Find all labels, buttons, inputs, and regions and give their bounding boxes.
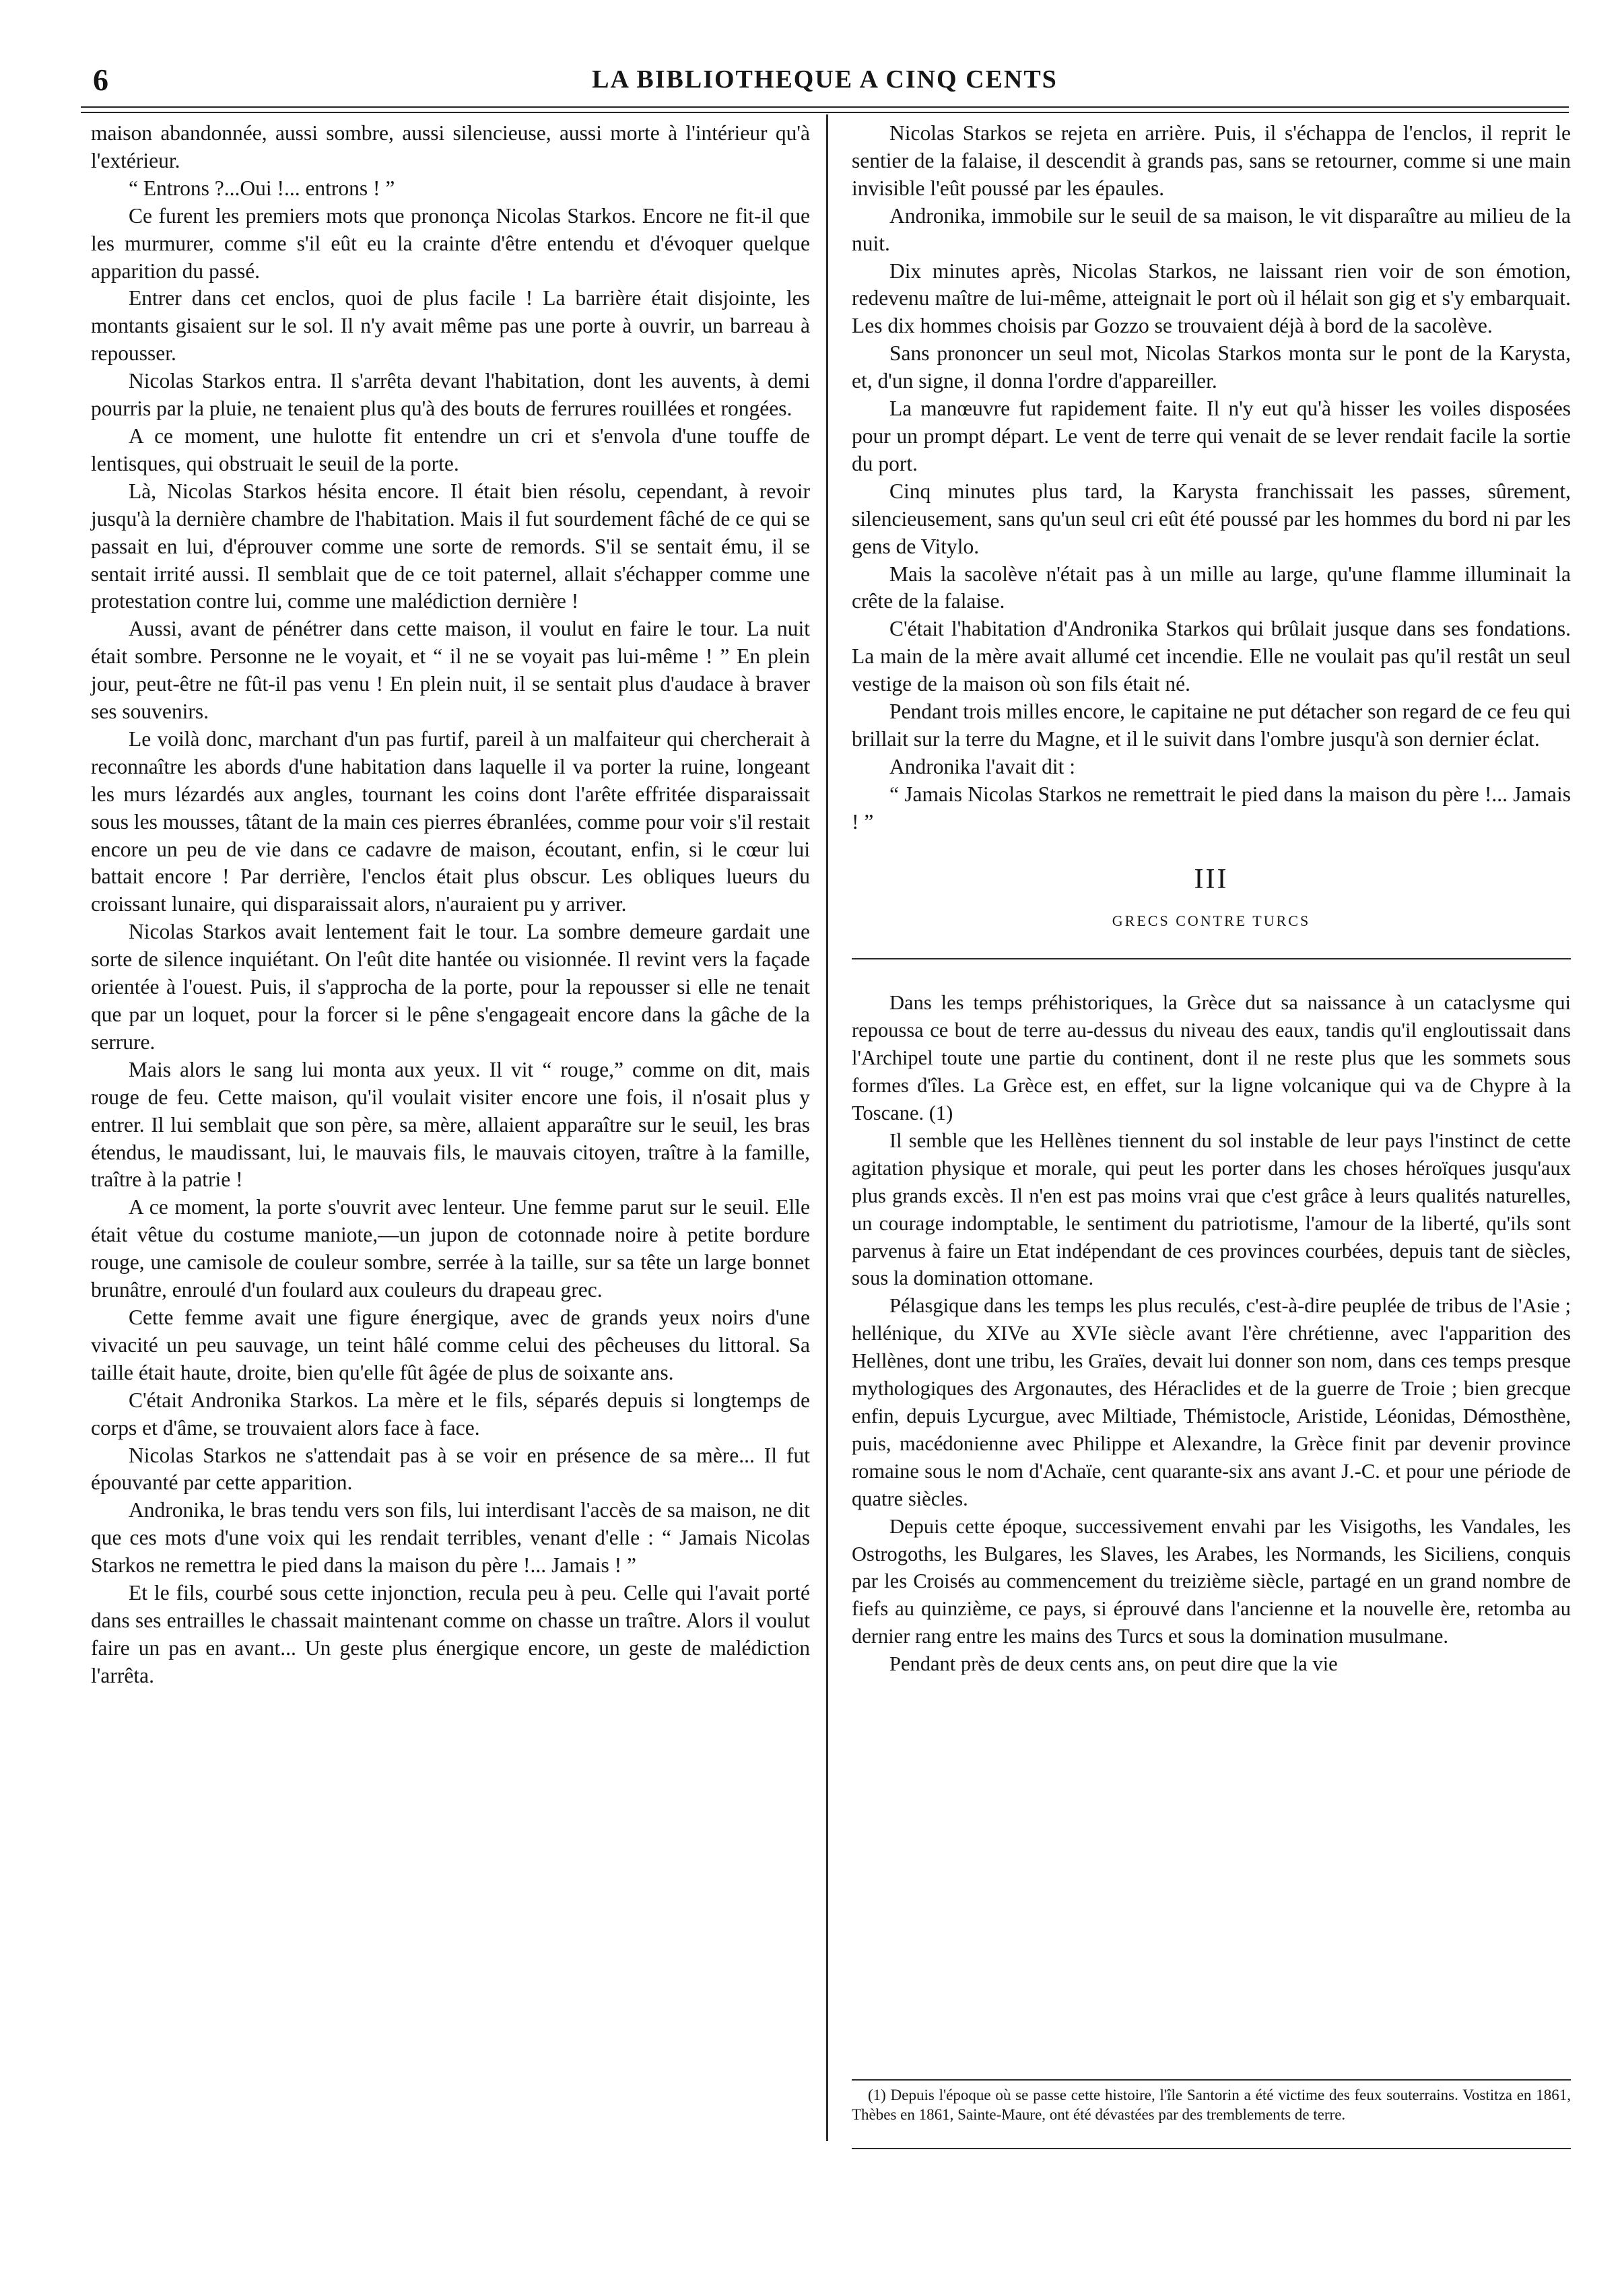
paragraph: “ Entrons ?...Oui !... entrons ! ” [129, 176, 395, 200]
column-divider [826, 114, 828, 2141]
chapter-number: III [1194, 863, 1229, 895]
paragraph: Nicolas Starkos se rejeta en arrière. Puis, il s'échappa de l'enclos, il reprit le sentier de la falaise, il descendit à grands pas, sans se retourner, comme si une main invisible l'eût poussé par les épaules. [852, 121, 1571, 200]
paragraph: Cinq minutes plus tard, la Karysta franchissait les passes, sûrement, silencieusement, sans qu'un seul cri eût été poussé par les hommes du bord ni par les gens de Vitylo. [852, 479, 1571, 558]
page-header [81, 62, 1569, 96]
paragraph: “ Jamais Nicolas Starkos ne remettrait le pied dans la maison du père !... Jamais ! ” [852, 782, 1571, 834]
paragraph: maison abandonnée, aussi sombre, aussi silencieuse, aussi morte à l'intérieur qu'à l'extérieur. [91, 121, 810, 172]
paragraph: Mais la sacolève n'était pas à un mille au large, qu'une flamme illuminait la crête de la falaise. [852, 562, 1571, 613]
chapter-rule [852, 958, 1571, 959]
paragraph: Sans prononcer un seul mot, Nicolas Starkos monta sur le pont de la Karysta, et, d'un signe, il donna l'ordre d'appareiller. [852, 341, 1571, 393]
paragraph: Dix minutes après, Nicolas Starkos, ne laissant rien voir de son émotion, redevenu maître de lui-même, atteignait le port où il hélait son gig et s'y embarquait. Les dix hommes choisis par Gozzo se trouvaient déjà à bord de la sacolève. [852, 259, 1571, 338]
paragraph: Mais alors le sang lui monta aux yeux. Il vit “ rouge,” comme on dit, mais rouge de feu. Cette maison, qu'il voulait visiter encore une fois, il n'osait plus y entrer. Il lui semblait que son père, sa mère, allaient apparaître sur le seuil, les bras étendus, le maudissant, lui, le mauvais fils, le mauvais citoyen, traître à la famille, traître à la patrie ! [91, 1057, 810, 1192]
page-number: 6 [93, 63, 108, 97]
paragraph: Il semble que les Hellènes tiennent du sol instable de leur pays l'instinct de cette agitation physique et morale, qui peut les porter dans les choses héroïques jusqu'aux plus grands excès. Il n'en est pas moins vrai que c'est grâce à leurs qualités naturelles, un courage indomptable, le sentiment du patriotisme, l'amour de la liberté, qu'ils sont parvenus à faire un Etat indépendant de ces provinces courbées, depuis tant de siècles, sous la domination ottomane. [852, 1128, 1571, 1290]
paragraph: Nicolas Starkos ne s'attendait pas à se voir en présence de sa mère... Il fut épouvanté par cette apparition. [91, 1443, 810, 1495]
paragraph: Là, Nicolas Starkos hésita encore. Il était bien résolu, cependant, à revoir jusqu'à la dernière chambre de l'habitation. Mais il fut sourdement fâché de ce qui se passait en lui, d'éprouver comme une sorte de remords. S'il se sentait ému, il se sentait irrité aussi. Il semblait que de ce toit paternel, allait s'échapper comme une protestation contre lui, comme une malédiction dernière ! [91, 479, 810, 613]
footnote-text: (1) Depuis l'époque où se passe cette histoire, l'île Santorin a été victime des feux souterrains. Vostitza en 1861, Thèbes en 1861, Sainte-Maure, ont été dévastées par des tremblements de terre. [852, 2087, 1571, 2123]
paragraph: C'était Andronika Starkos. La mère et le fils, séparés depuis si longtemps de corps et d'âme, se trouvaient alors face à face. [91, 1388, 810, 1440]
footnote [852, 2086, 1571, 2124]
paragraph: Pendant trois milles encore, le capitaine ne put détacher son regard de ce feu qui brillait sur la terre du Magne, et il le suivit dans l'ombre jusqu'à son dernier éclat. [852, 700, 1571, 751]
paragraph: Pendant près de deux cents ans, on peut dire que la vie [889, 1652, 1338, 1676]
paragraph: Depuis cette époque, successivement envahi par les Visigoths, les Vandales, les Ostrogoths, les Bulgares, les Slaves, les Arabes, les Normands, les Siciliens, conquis par les Croisés au commencement du treizième siècle, partagé en un grand nombre de fiefs au quinzième, ce pays, si éprouvé dans l'ancienne et la nouvelle ère, retomba au dernier rang entre les mains des Turcs et sous la domination musulmane. [852, 1514, 1571, 1648]
paragraph: Entrer dans cet enclos, quoi de plus facile ! La barrière était disjointe, les montants gisaient sur le sol. Il n'y avait même pas une porte à ouvrir, un barreau à repousser. [91, 286, 810, 366]
bottom-rule [852, 2148, 1571, 2149]
paragraph: Dans les temps préhistoriques, la Grèce dut sa naissance à un cataclysme qui repoussa ce bout de terre au-dessus du niveau des eaux, tandis qu'il engloutissait dans l'Archipel toute une partie du continent, dont il ne reste plus que les sommets sous formes d'îles. La Grèce est, en effet, sur la ligne volcanique qui va de Chypre à la Toscane. (1) [852, 991, 1571, 1124]
paragraph: Cette femme avait une figure énergique, avec de grands yeux noirs d'une vivacité un peu sauvage, un teint hâlé comme celui des pêcheuses du littoral. Sa taille était haute, droite, bien qu'elle fût âgée de plus de soixante ans. [91, 1305, 810, 1384]
paragraph: Nicolas Starkos avait lentement fait le tour. La sombre demeure gardait une sorte de silence inquiétant. On l'eût dite hantée ou visionnée. Il revint vers la façade orientée à l'ouest. Puis, il s'approcha de la porte, pour la repousser si elle ne tenait que par un loquet, pour la forcer si le pêne s'engageait encore dans la gâche de la serrure. [91, 920, 810, 1054]
paragraph: Andronika, immobile sur le seuil de sa maison, le vit disparaître au milieu de la nuit. [852, 203, 1571, 255]
paragraph: Andronika, le bras tendu vers son fils, lui interdisant l'accès de sa maison, ne dit que ces mots d'une voix qui les rendait terribles, venant d'elle : “ Jamais Nicolas Starkos ne remettra le pied dans la maison du père !... Jamais ! ” [91, 1498, 810, 1578]
header-rule [81, 106, 1569, 113]
running-title: LA BIBLIOTHEQUE A CINQ CENTS [592, 65, 1058, 94]
paragraph: Aussi, avant de pénétrer dans cette maison, il voulut en faire le tour. La nuit était sombre. Personne ne le voyait, et “ il ne se voyait pas lui-même ! ” En plein jour, peut-être ne fût-il pas venu ! En plein nuit, il se sentait plus d'audace à braver ses souvenirs. [91, 617, 810, 724]
paragraph: Le voilà donc, marchant d'un pas furtif, pareil à un malfaiteur qui chercherait à reconnaître les abords d'une habitation dans laquelle il va porter la ruine, longeant les murs lézardés aux angles, tournant les coins dont l'arête effritée disparaissait sous les mousses, tâtant de la main ces pierres ébranlées, comme pour voir s'il restait encore un peu de vie dans ce cadavre de maison, écoutant, enfin, si le cœur lui battait encore ! Par derrière, l'enclos était plus obscur. Les obliques lueurs du croissant lunaire, qui disparaissait alors, n'auraient pu y arriver. [91, 727, 810, 916]
footnote-rule [852, 2079, 1571, 2081]
right-column [852, 120, 1571, 1678]
paragraph: Pélasgique dans les temps les plus reculés, c'est-à-dire peuplée de tribus de l'Asie ; hellénique, du XIVe au XVIe siècle avant l'ère chrétienne, avec l'apparition des Hellènes, dont une tribu, les Graïes, devait lui donner son nom, dans ces temps presque mythologiques des Argonautes, des Héraclides et de la guerre de Troie ; bien grecque enfin, depuis Lycurgue, avec Miltiade, Thémistocle, Aristide, Léonidas, Démosthène, puis, macédonienne avec Philippe et Alexandre, la Grèce finit par devenir province romaine sous le nom d'Achaïe, cent quarante-six ans avant J.-C. et pour une période de quatre siècles. [852, 1294, 1571, 1510]
paragraph: Andronika l'avait dit : [889, 754, 1075, 778]
paragraph: A ce moment, la porte s'ouvrit avec lenteur. Une femme parut sur le seuil. Elle était vêtue du costume maniote,—un jupon de cotonnade noire à petite bordure rouge, une camisole de couleur sombre, serrée à la taille, sur sa tête un large bonnet brunâtre, enroulé d'un foulard aux couleurs du drapeau grec. [91, 1195, 810, 1302]
paragraph: Nicolas Starkos entra. Il s'arrêta devant l'habitation, dont les auvents, à demi pourris par la pluie, ne tenaient plus qu'à des bouts de ferrures rouillées et rongées. [91, 369, 810, 421]
left-column [91, 120, 810, 1690]
paragraph: Et le fils, courbé sous cette injonction, recula peu à peu. Celle qui l'avait porté dans ses entrailles le chassait maintenant comme on chasse un traître. Alors il voulut faire un pas en avant... Un geste plus énergique encore, un geste de malédiction l'arrêta. [91, 1581, 810, 1687]
paragraph: Ce furent les premiers mots que prononça Nicolas Starkos. Encore ne fit-il que les murmurer, comme s'il eût eu la crainte d'être entendu et d'évoquer quelque apparition du passé. [91, 203, 810, 283]
chapter-title: GRECS CONTRE TURCS [1112, 912, 1311, 930]
paragraph: C'était l'habitation d'Andronika Starkos qui brûlait jusque dans ses fondations. La main de la mère avait allumé cet incendie. Elle ne voulait pas qu'il restât un seul vestige de la maison où son fils était né. [852, 617, 1571, 696]
paragraph: La manœuvre fut rapidement faite. Il n'y eut qu'à hisser les voiles disposées pour un prompt départ. Le vent de terre qui venait de se lever rendait facile la sortie du port. [852, 397, 1571, 475]
paragraph: A ce moment, une hulotte fit entendre un cri et s'envola d'une touffe de lentisques, qui obstruait le seuil de la porte. [91, 424, 810, 475]
